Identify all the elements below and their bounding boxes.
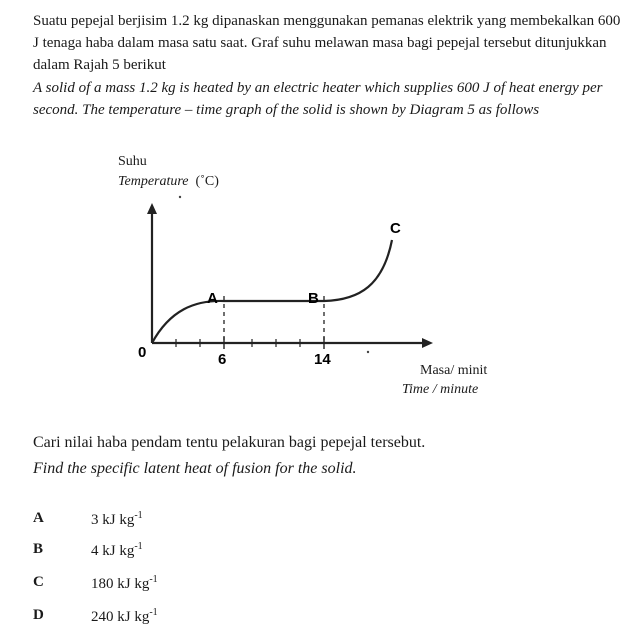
y-axis-label-malay: Suhu xyxy=(118,154,147,169)
option-value: 3 kJ $kg^{-1}$ xyxy=(91,510,143,528)
question-text-malay: Suatu pepejal berjisim 1.2 kg dipanaskan menggunakan pemanas elektrik yang membekalkan 600 J tenaga haba dalam masa satu saat. Graf suhu melawan masa bagi pepejal tersebut ditunjukkan dalam Rajah 5 berikut xyxy=(33,13,621,73)
temperature-curve xyxy=(152,240,392,343)
option-value: 4 kJ $kg^{-1}$ xyxy=(91,541,143,559)
option-letter: D xyxy=(33,607,44,623)
option-value: 180 kJ $kg^{-1}$ xyxy=(91,574,158,592)
speck-mark xyxy=(179,196,181,198)
option-value: 240 kJ $kg^{-1}$ xyxy=(91,607,158,625)
x-tick-label-6: 6 xyxy=(218,351,227,368)
x-axis-label-english: Time / minute xyxy=(402,382,479,397)
x-axis-arrow xyxy=(422,338,433,348)
y-axis-label-english: Temperature (˚C) xyxy=(118,174,219,189)
y-axis-unit: (˚C) xyxy=(195,174,219,189)
y-axis-arrow xyxy=(147,203,157,214)
prompt-english: Find the specific latent heat of fusion for the solid. xyxy=(33,460,357,477)
point-label-c: C xyxy=(390,220,401,237)
answer-option-d[interactable] xyxy=(33,603,433,627)
origin-label: 0 xyxy=(138,344,147,361)
answer-option-a[interactable] xyxy=(33,506,433,530)
option-letter: A xyxy=(33,510,44,526)
x-tick-label-14: 14 xyxy=(314,351,331,368)
point-label-b: B xyxy=(308,290,319,307)
prompt-malay: Cari nilai haba pendam tentu pelakuran bagi pepejal tersebut. xyxy=(33,434,426,451)
answer-option-c[interactable] xyxy=(33,570,433,594)
option-letter: C xyxy=(33,574,44,590)
speck-mark xyxy=(367,351,369,353)
answer-option-b[interactable] xyxy=(33,537,433,561)
point-label-a: A xyxy=(207,290,218,307)
option-letter: B xyxy=(33,541,44,557)
x-axis-label-malay: Masa/ minit xyxy=(420,363,488,378)
question-text-english: A solid of a mass 1.2 kg is heated by an electric heater which supplies 600 J of heat energy per second. The temperature – time graph of the solid is shown by Diagram 5 as follows xyxy=(33,80,603,118)
